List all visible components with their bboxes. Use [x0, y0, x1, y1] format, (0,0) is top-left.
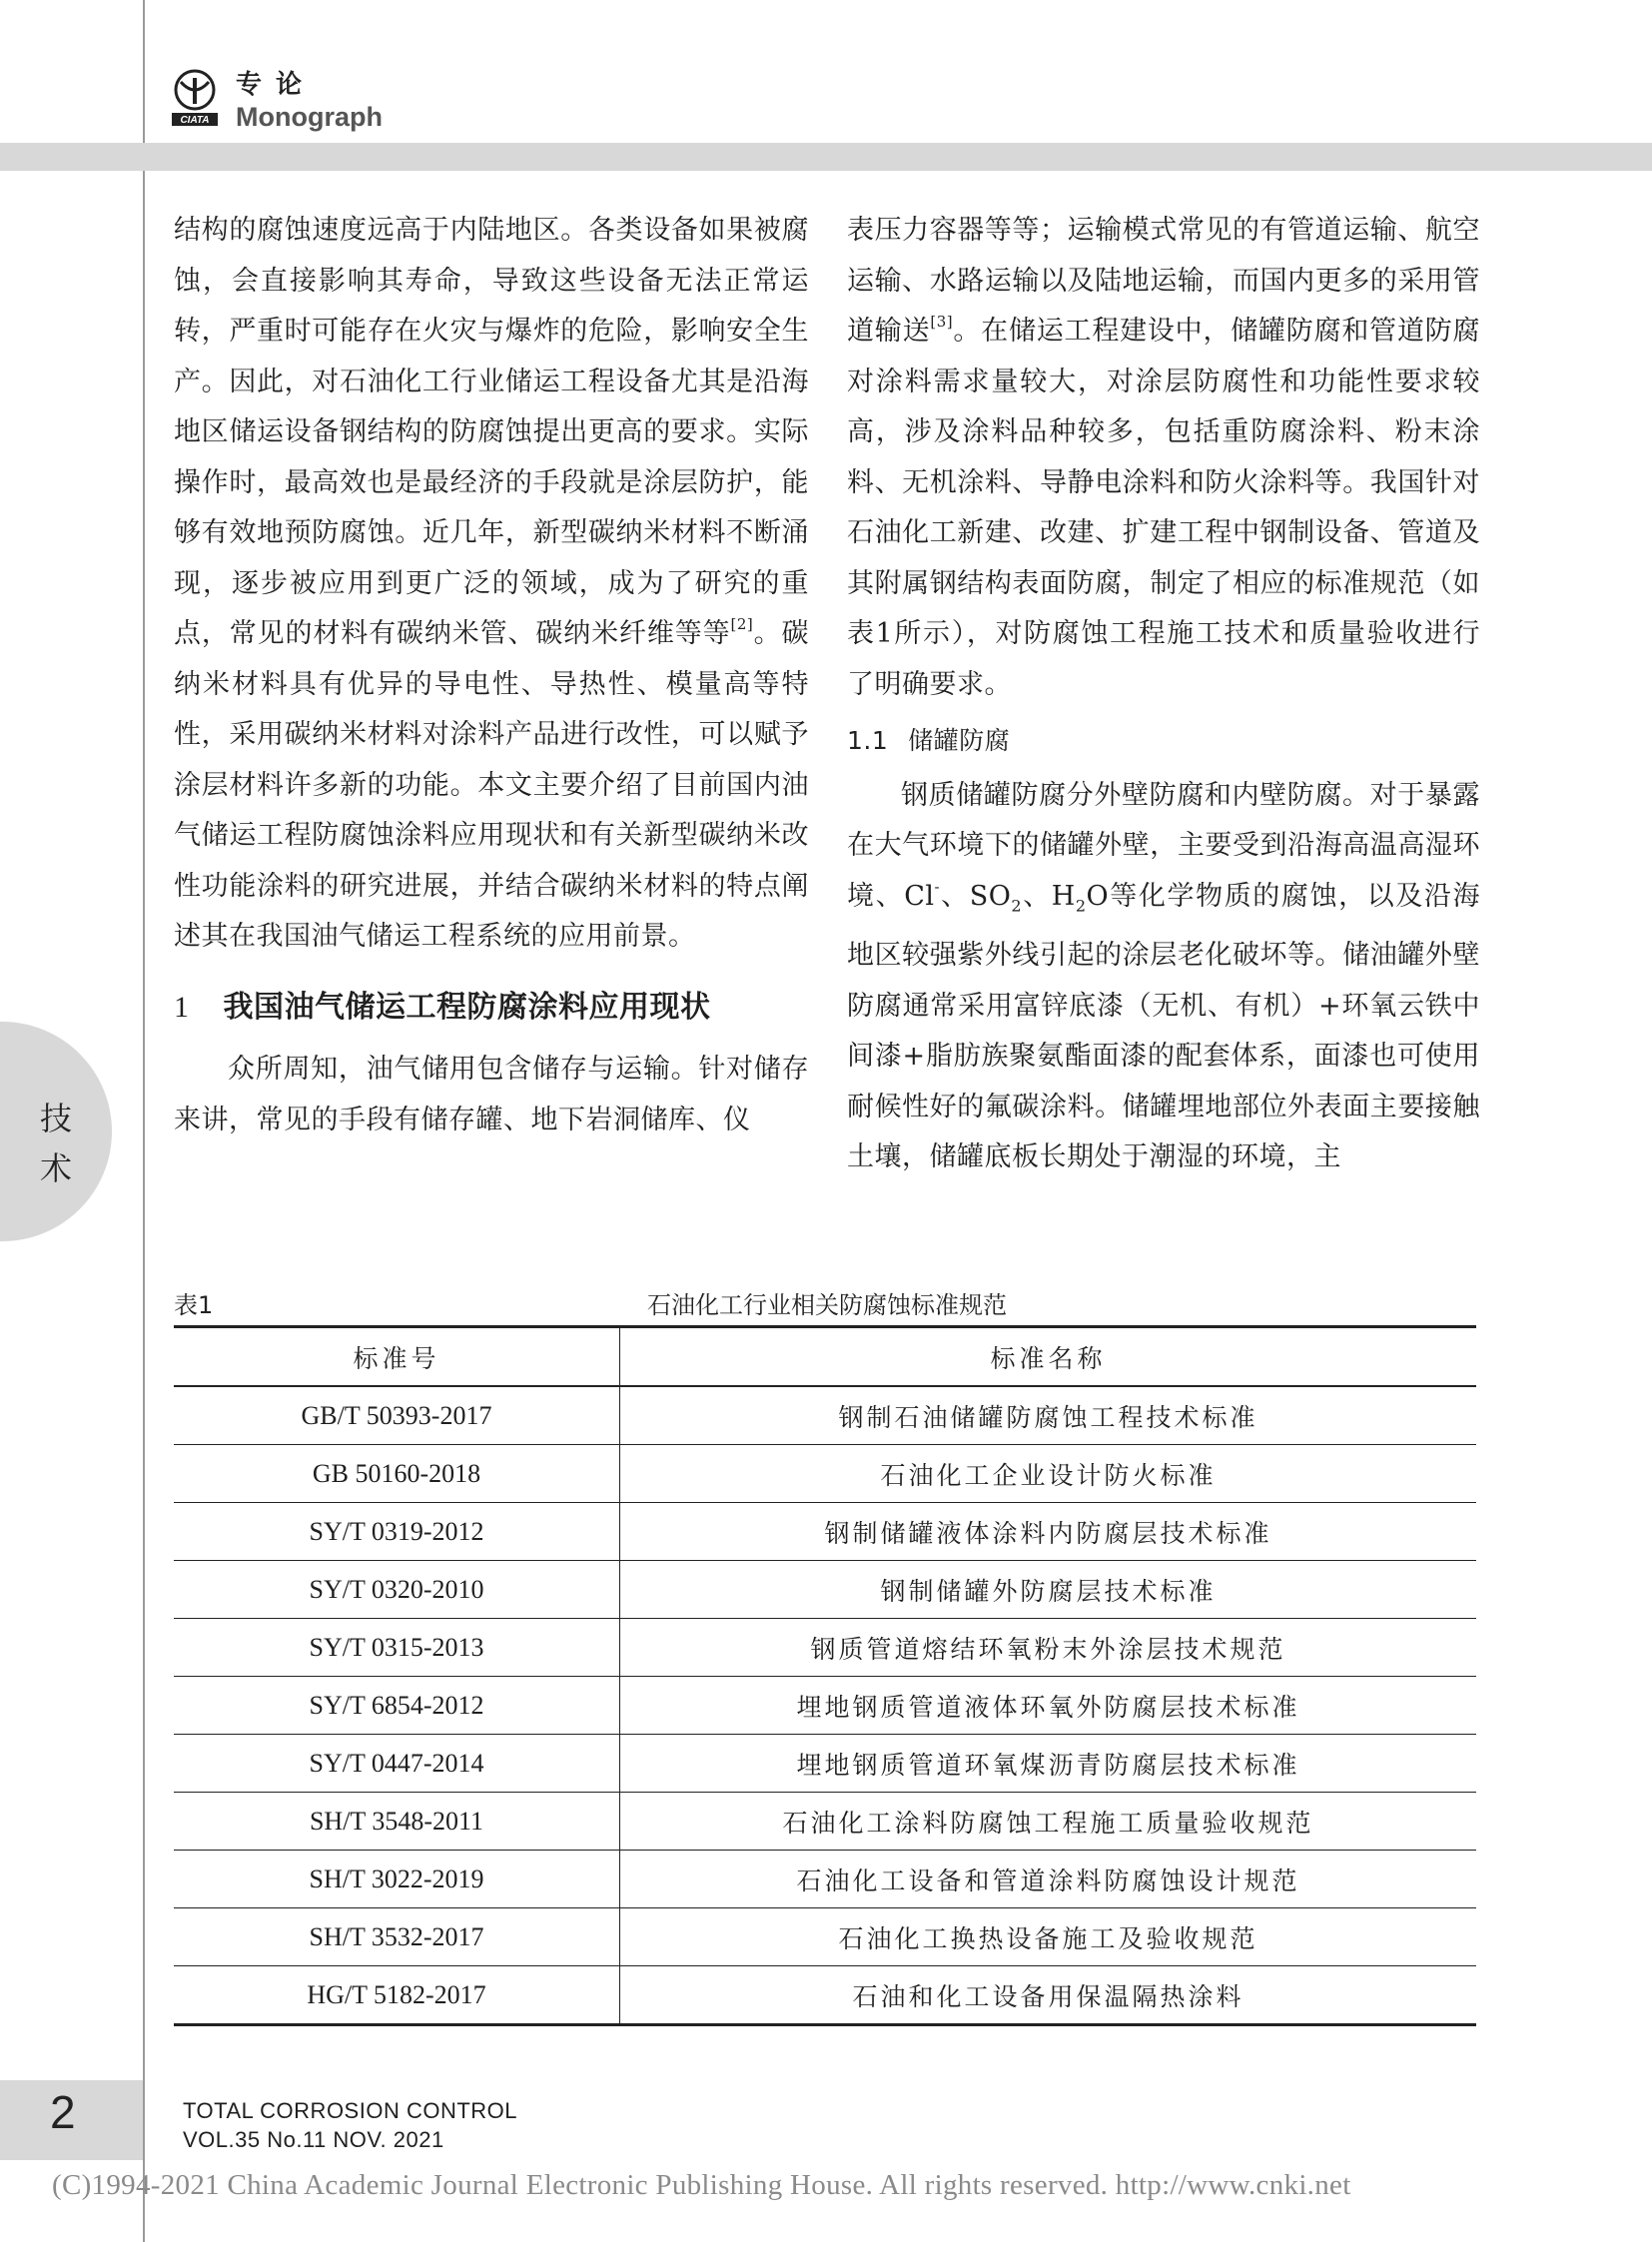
- table-row: [174, 1445, 1476, 1503]
- table-row: [174, 1793, 1476, 1851]
- standard-name: 埋地钢质管道液体环氧外防腐层技术标准: [620, 1677, 1477, 1735]
- journal-issue: VOL.35 No.11 NOV. 2021: [183, 2127, 444, 2152]
- standard-code: SY/T 0315-2013: [174, 1619, 620, 1677]
- column-header: 标准号: [174, 1327, 620, 1387]
- journal-title: TOTAL CORROSION CONTROL: [183, 2098, 518, 2123]
- standard-name: 埋地钢质管道环氧煤沥青防腐层技术标准: [620, 1735, 1477, 1793]
- header-band: [0, 143, 1652, 171]
- paragraph: 结构的腐蚀速度远高于内陆地区。各类设备如果被腐蚀，会直接影响其寿命，导致这些设备无法正常运转，严重时可能存在火灾与爆炸的危险，影响安全生产。因此，对石油化工行业储运工程设备尤其是沿海地区储运设备钢结构的防腐蚀提出更高的要求。实际操作时，最高效也是最经济的手段就是涂层防护，能够有效地预防腐蚀。近几年，新型碳纳米材料不断涌现，逐步被应用到更广泛的领域，成为了研究的重点，常见的材料有碳纳米管、碳纳米纤维等等[2]。碳纳米材料具有优异的导电性、导热性、模量高等特性，采用碳纳米材料对涂料产品进行改性，可以赋予涂层材料许多新的功能。本文主要介绍了目前国内油气储运工程防腐蚀涂料应用现状和有关新型碳纳米改性功能涂料的研究进展，并结合碳纳米材料的特点阐述其在我国油气储运工程系统的应用前景。: [174, 215, 809, 952]
- table-row: [174, 1561, 1476, 1619]
- left-column: [174, 206, 809, 1145]
- table-row: [174, 1735, 1476, 1793]
- side-category-label: 技术: [40, 1100, 73, 1187]
- table-row: [174, 1386, 1476, 1445]
- table-label: 表1: [174, 1291, 214, 1319]
- standard-code: GB 50160-2018: [174, 1445, 620, 1503]
- standard-name: 石油化工换热设备施工及验收规范: [620, 1908, 1477, 1966]
- standard-code: SY/T 0320-2010: [174, 1561, 620, 1619]
- standard-code: SH/T 3532-2017: [174, 1908, 620, 1966]
- standards-table: [174, 1325, 1476, 2026]
- standard-code: SY/T 6854-2012: [174, 1677, 620, 1735]
- section-title-en: Monograph: [236, 102, 383, 132]
- standard-name: 石油化工企业设计防火标准: [620, 1445, 1477, 1503]
- paragraph: 表压力容器等等；运输模式常见的有管道运输、航空运输、水路运输以及陆地运输，而国内更多的采用管道输送[3]。在储运工程建设中，储罐防腐和管道防腐对涂料需求量较大，对涂层防腐性和功能性要求较高，涉及涂料品种较多，包括重防腐涂料、粉末涂料、无机涂料、导静电涂料和防火涂料等。我国针对石油化工新建、改建、扩建工程中钢制设备、管道及其附属钢结构表面防腐，制定了相应的标准规范（如表1所示），对防腐蚀工程施工技术和质量验收进行了明确要求。: [847, 215, 1481, 700]
- standard-code: SH/T 3022-2019: [174, 1851, 620, 1908]
- standard-name: 石油和化工设备用保温隔热涂料: [620, 1966, 1477, 2025]
- table-caption: 石油化工行业相关防腐蚀标准规范: [647, 1291, 1007, 1319]
- copyright-notice: (C)1994-2021 China Academic Journal Electronic Publishing House. All rights reserved. http://www.cnki.net: [52, 2169, 1351, 2201]
- table-row: [174, 1966, 1476, 2025]
- table-row: [174, 1908, 1476, 1966]
- standard-code: HG/T 5182-2017: [174, 1966, 620, 2025]
- section-heading: 1 我国油气储运工程防腐涂料应用现状: [174, 989, 711, 1025]
- paragraph: 众所周知，油气储用包含储存与运输。针对储存来讲，常见的手段有储存罐、地下岩洞储库、仪: [174, 1054, 809, 1135]
- paragraph: 钢质储罐防腐分外壁防腐和内壁防腐。对于暴露在大气环境下的储罐外壁，主要受到沿海高温高湿环境、Cl-、$SO_2$、$H_2O$等化学物质的腐蚀，以及沿海地区较强紫外线引起的涂层老化破坏等。储油罐外壁防腐通常采用富锌底漆（无机、有机）+环氧云铁中间漆+脂肪族聚氨酯面漆的配套体系，面漆也可使用耐候性好的氟碳涂料。储罐埋地部位外表面主要接触土壤，储罐底板长期处于潮湿的环境，主: [847, 779, 1480, 1173]
- standard-name: 钢制储罐外防腐层技术标准: [620, 1561, 1477, 1619]
- svg-text:CIATA: CIATA: [180, 115, 210, 126]
- standard-name: 石油化工设备和管道涂料防腐蚀设计规范: [620, 1851, 1477, 1908]
- section-title-cn: 专论: [236, 70, 317, 100]
- table-row: [174, 1619, 1476, 1677]
- standard-name: 钢制石油储罐防腐蚀工程技术标准: [620, 1386, 1477, 1445]
- standard-name: 钢质管道熔结环氧粉末外涂层技术规范: [620, 1619, 1477, 1677]
- table-row: [174, 1503, 1476, 1561]
- standard-name: 石油化工涂料防腐蚀工程施工质量验收规范: [620, 1793, 1477, 1851]
- standard-code: SY/T 0319-2012: [174, 1503, 620, 1561]
- margin-rule: [143, 0, 145, 2242]
- table-row: [174, 1677, 1476, 1735]
- table-row: [174, 1851, 1476, 1908]
- standard-code: SY/T 0447-2014: [174, 1735, 620, 1793]
- column-header: 标准名称: [620, 1327, 1477, 1387]
- citation-ref: [3]: [930, 313, 954, 331]
- side-category-tab: [0, 1022, 112, 1241]
- right-column: [847, 206, 1480, 1183]
- ciata-logo-icon: [172, 68, 218, 126]
- table-header-row: [174, 1327, 1476, 1387]
- citation-ref: [2]: [730, 615, 754, 633]
- standard-name: 钢制储罐液体涂料内防腐层技术标准: [620, 1503, 1477, 1561]
- page-number: 2: [50, 2086, 76, 2138]
- standard-code: SH/T 3548-2011: [174, 1793, 620, 1851]
- subsection-heading: 1.1 储罐防腐: [847, 726, 1011, 755]
- standard-code: GB/T 50393-2017: [174, 1386, 620, 1445]
